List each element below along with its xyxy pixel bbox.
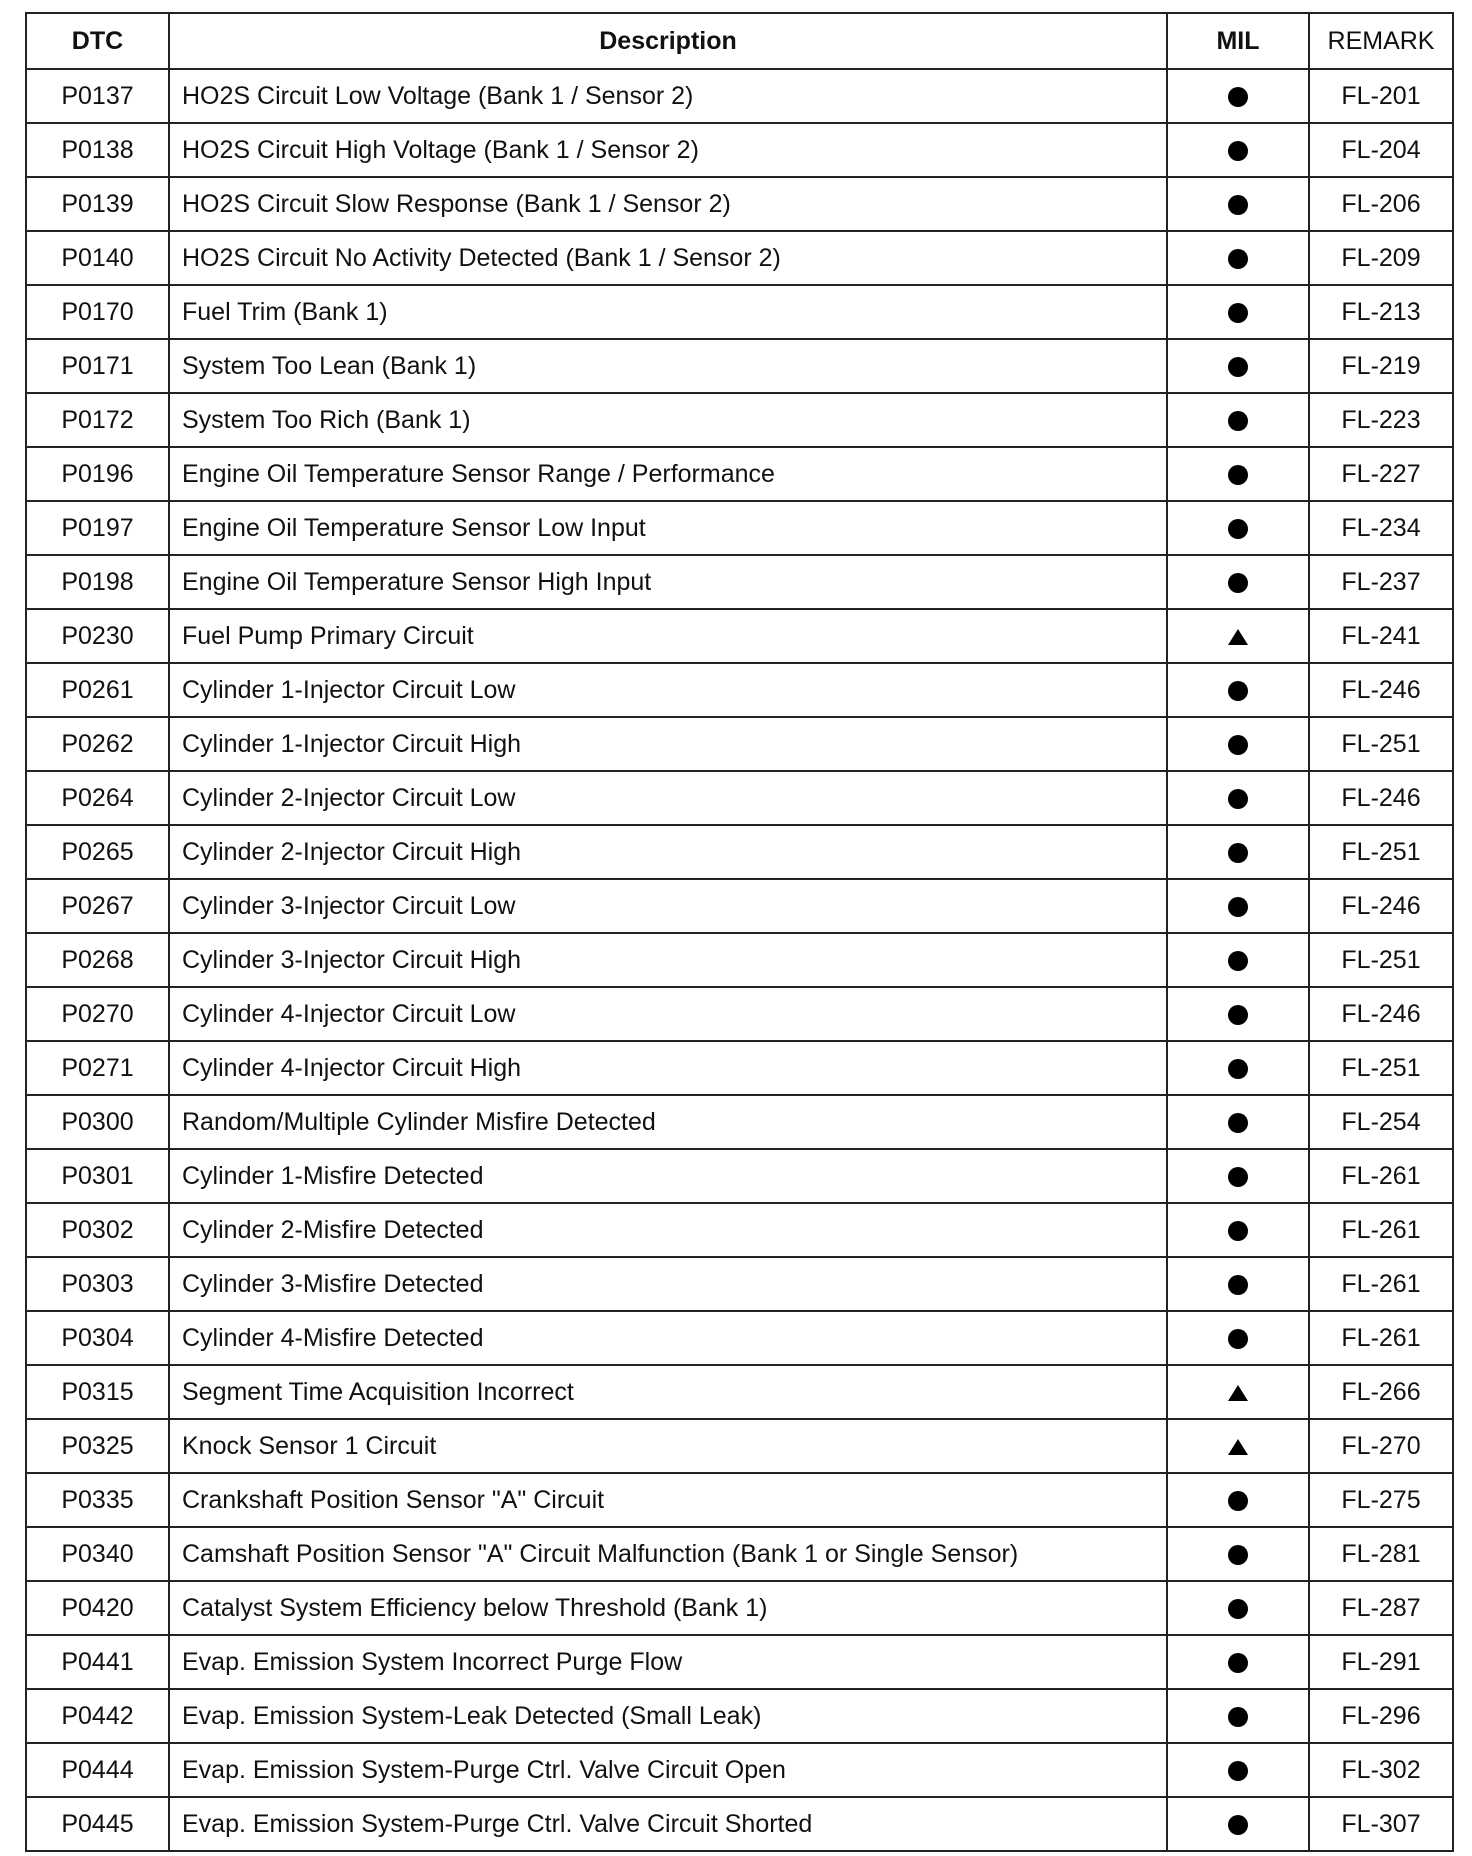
dtc-code: P0265 bbox=[26, 825, 169, 879]
mil-cell bbox=[1167, 1041, 1309, 1095]
mil-cell bbox=[1167, 1149, 1309, 1203]
remark: FL-251 bbox=[1309, 1041, 1453, 1095]
table-row bbox=[26, 663, 1453, 717]
filled-circle-icon bbox=[1228, 1005, 1248, 1025]
mil-cell bbox=[1167, 69, 1309, 123]
remark: FL-201 bbox=[1309, 69, 1453, 123]
dtc-code: P0444 bbox=[26, 1743, 169, 1797]
description: Cylinder 1-Injector Circuit High bbox=[169, 717, 1167, 771]
description: HO2S Circuit No Activity Detected (Bank 1 / Sensor 2) bbox=[169, 231, 1167, 285]
header-mil: MIL bbox=[1167, 13, 1309, 69]
description: Crankshaft Position Sensor "A" Circuit bbox=[169, 1473, 1167, 1527]
mil-cell bbox=[1167, 1257, 1309, 1311]
filled-circle-icon bbox=[1228, 1545, 1248, 1565]
remark: FL-246 bbox=[1309, 771, 1453, 825]
table-row bbox=[26, 987, 1453, 1041]
mil-cell bbox=[1167, 717, 1309, 771]
remark: FL-223 bbox=[1309, 393, 1453, 447]
mil-cell bbox=[1167, 1311, 1309, 1365]
table-row bbox=[26, 123, 1453, 177]
remark: FL-270 bbox=[1309, 1419, 1453, 1473]
remark: FL-281 bbox=[1309, 1527, 1453, 1581]
filled-circle-icon bbox=[1228, 141, 1248, 161]
mil-cell bbox=[1167, 339, 1309, 393]
description: System Too Lean (Bank 1) bbox=[169, 339, 1167, 393]
table-row bbox=[26, 771, 1453, 825]
table-row bbox=[26, 447, 1453, 501]
dtc-code: P0270 bbox=[26, 987, 169, 1041]
dtc-code: P0445 bbox=[26, 1797, 169, 1851]
description: Cylinder 1-Injector Circuit Low bbox=[169, 663, 1167, 717]
filled-circle-icon bbox=[1228, 519, 1248, 539]
mil-cell bbox=[1167, 177, 1309, 231]
filled-circle-icon bbox=[1228, 465, 1248, 485]
mil-cell bbox=[1167, 1095, 1309, 1149]
description: Camshaft Position Sensor "A" Circuit Malfunction (Bank 1 or Single Sensor) bbox=[169, 1527, 1167, 1581]
description: Cylinder 2-Injector Circuit Low bbox=[169, 771, 1167, 825]
remark: FL-246 bbox=[1309, 879, 1453, 933]
dtc-code: P0196 bbox=[26, 447, 169, 501]
dtc-code: P0441 bbox=[26, 1635, 169, 1689]
mil-cell bbox=[1167, 933, 1309, 987]
remark: FL-261 bbox=[1309, 1311, 1453, 1365]
mil-cell bbox=[1167, 987, 1309, 1041]
mil-cell bbox=[1167, 825, 1309, 879]
remark: FL-234 bbox=[1309, 501, 1453, 555]
remark: FL-227 bbox=[1309, 447, 1453, 501]
dtc-code: P0140 bbox=[26, 231, 169, 285]
mil-cell bbox=[1167, 231, 1309, 285]
description: Cylinder 2-Injector Circuit High bbox=[169, 825, 1167, 879]
table-row bbox=[26, 285, 1453, 339]
table-row bbox=[26, 1203, 1453, 1257]
filled-circle-icon bbox=[1228, 1113, 1248, 1133]
mil-cell bbox=[1167, 771, 1309, 825]
dtc-code: P0303 bbox=[26, 1257, 169, 1311]
triangle-icon bbox=[1228, 629, 1248, 645]
dtc-code: P0325 bbox=[26, 1419, 169, 1473]
remark: FL-291 bbox=[1309, 1635, 1453, 1689]
remark: FL-246 bbox=[1309, 987, 1453, 1041]
filled-circle-icon bbox=[1228, 1815, 1248, 1835]
table-row bbox=[26, 555, 1453, 609]
table-row bbox=[26, 1257, 1453, 1311]
description: Engine Oil Temperature Sensor Low Input bbox=[169, 501, 1167, 555]
description: HO2S Circuit Low Voltage (Bank 1 / Sensor 2) bbox=[169, 69, 1167, 123]
header-dtc: DTC bbox=[26, 13, 169, 69]
mil-cell bbox=[1167, 609, 1309, 663]
filled-circle-icon bbox=[1228, 1059, 1248, 1079]
filled-circle-icon bbox=[1228, 735, 1248, 755]
remark: FL-261 bbox=[1309, 1149, 1453, 1203]
remark: FL-254 bbox=[1309, 1095, 1453, 1149]
table-row bbox=[26, 609, 1453, 663]
description: Segment Time Acquisition Incorrect bbox=[169, 1365, 1167, 1419]
description: HO2S Circuit Slow Response (Bank 1 / Sensor 2) bbox=[169, 177, 1167, 231]
header-remark: REMARK bbox=[1309, 13, 1453, 69]
mil-cell bbox=[1167, 1203, 1309, 1257]
description: Cylinder 4-Injector Circuit High bbox=[169, 1041, 1167, 1095]
remark: FL-209 bbox=[1309, 231, 1453, 285]
remark: FL-307 bbox=[1309, 1797, 1453, 1851]
dtc-code: P0340 bbox=[26, 1527, 169, 1581]
mil-cell bbox=[1167, 1527, 1309, 1581]
table-row bbox=[26, 1797, 1453, 1851]
description: Random/Multiple Cylinder Misfire Detected bbox=[169, 1095, 1167, 1149]
table-row bbox=[26, 1527, 1453, 1581]
mil-cell bbox=[1167, 1473, 1309, 1527]
description: Evap. Emission System-Leak Detected (Small Leak) bbox=[169, 1689, 1167, 1743]
dtc-code: P0261 bbox=[26, 663, 169, 717]
remark: FL-287 bbox=[1309, 1581, 1453, 1635]
dtc-table bbox=[25, 12, 1454, 1852]
remark: FL-219 bbox=[1309, 339, 1453, 393]
filled-circle-icon bbox=[1228, 1491, 1248, 1511]
remark: FL-206 bbox=[1309, 177, 1453, 231]
mil-cell bbox=[1167, 501, 1309, 555]
table-row bbox=[26, 231, 1453, 285]
filled-circle-icon bbox=[1228, 1761, 1248, 1781]
remark: FL-251 bbox=[1309, 933, 1453, 987]
description: Fuel Pump Primary Circuit bbox=[169, 609, 1167, 663]
mil-cell bbox=[1167, 879, 1309, 933]
table-row bbox=[26, 1581, 1453, 1635]
filled-circle-icon bbox=[1228, 195, 1248, 215]
remark: FL-246 bbox=[1309, 663, 1453, 717]
description: Evap. Emission System-Purge Ctrl. Valve Circuit Open bbox=[169, 1743, 1167, 1797]
dtc-code: P0171 bbox=[26, 339, 169, 393]
mil-cell bbox=[1167, 1635, 1309, 1689]
table-row bbox=[26, 1635, 1453, 1689]
filled-circle-icon bbox=[1228, 897, 1248, 917]
table-row bbox=[26, 1689, 1453, 1743]
mil-cell bbox=[1167, 393, 1309, 447]
dtc-code: P0304 bbox=[26, 1311, 169, 1365]
description: Cylinder 1-Misfire Detected bbox=[169, 1149, 1167, 1203]
description: Evap. Emission System Incorrect Purge Flow bbox=[169, 1635, 1167, 1689]
remark: FL-251 bbox=[1309, 825, 1453, 879]
dtc-code: P0262 bbox=[26, 717, 169, 771]
mil-cell bbox=[1167, 1365, 1309, 1419]
dtc-code: P0172 bbox=[26, 393, 169, 447]
table-row bbox=[26, 393, 1453, 447]
description: Engine Oil Temperature Sensor High Input bbox=[169, 555, 1167, 609]
dtc-code: P0267 bbox=[26, 879, 169, 933]
filled-circle-icon bbox=[1228, 1329, 1248, 1349]
filled-circle-icon bbox=[1228, 411, 1248, 431]
description: Knock Sensor 1 Circuit bbox=[169, 1419, 1167, 1473]
description: Cylinder 3-Injector Circuit High bbox=[169, 933, 1167, 987]
dtc-code: P0302 bbox=[26, 1203, 169, 1257]
filled-circle-icon bbox=[1228, 87, 1248, 107]
remark: FL-213 bbox=[1309, 285, 1453, 339]
table-row bbox=[26, 1365, 1453, 1419]
table-row bbox=[26, 933, 1453, 987]
triangle-icon bbox=[1228, 1385, 1248, 1401]
description: Cylinder 4-Injector Circuit Low bbox=[169, 987, 1167, 1041]
remark: FL-302 bbox=[1309, 1743, 1453, 1797]
table-row bbox=[26, 825, 1453, 879]
remark: FL-241 bbox=[1309, 609, 1453, 663]
filled-circle-icon bbox=[1228, 1599, 1248, 1619]
remark: FL-251 bbox=[1309, 717, 1453, 771]
description: Cylinder 4-Misfire Detected bbox=[169, 1311, 1167, 1365]
description: Catalyst System Efficiency below Threshold (Bank 1) bbox=[169, 1581, 1167, 1635]
mil-cell bbox=[1167, 1581, 1309, 1635]
remark: FL-237 bbox=[1309, 555, 1453, 609]
description: HO2S Circuit High Voltage (Bank 1 / Sensor 2) bbox=[169, 123, 1167, 177]
dtc-code: P0271 bbox=[26, 1041, 169, 1095]
mil-cell bbox=[1167, 1797, 1309, 1851]
filled-circle-icon bbox=[1228, 1167, 1248, 1187]
table-row bbox=[26, 69, 1453, 123]
filled-circle-icon bbox=[1228, 1707, 1248, 1727]
mil-cell bbox=[1167, 1419, 1309, 1473]
description: Cylinder 3-Injector Circuit Low bbox=[169, 879, 1167, 933]
dtc-code: P0197 bbox=[26, 501, 169, 555]
table-row bbox=[26, 501, 1453, 555]
description: Fuel Trim (Bank 1) bbox=[169, 285, 1167, 339]
remark: FL-261 bbox=[1309, 1257, 1453, 1311]
mil-cell bbox=[1167, 1689, 1309, 1743]
mil-cell bbox=[1167, 285, 1309, 339]
mil-cell bbox=[1167, 555, 1309, 609]
filled-circle-icon bbox=[1228, 357, 1248, 377]
filled-circle-icon bbox=[1228, 951, 1248, 971]
description: Cylinder 3-Misfire Detected bbox=[169, 1257, 1167, 1311]
dtc-code: P0300 bbox=[26, 1095, 169, 1149]
mil-cell bbox=[1167, 663, 1309, 717]
remark: FL-275 bbox=[1309, 1473, 1453, 1527]
header-row bbox=[26, 13, 1453, 69]
filled-circle-icon bbox=[1228, 303, 1248, 323]
table-row bbox=[26, 339, 1453, 393]
dtc-code: P0230 bbox=[26, 609, 169, 663]
filled-circle-icon bbox=[1228, 249, 1248, 269]
filled-circle-icon bbox=[1228, 573, 1248, 593]
table-row bbox=[26, 1095, 1453, 1149]
dtc-code: P0315 bbox=[26, 1365, 169, 1419]
triangle-icon bbox=[1228, 1439, 1248, 1455]
dtc-code: P0264 bbox=[26, 771, 169, 825]
dtc-code: P0139 bbox=[26, 177, 169, 231]
remark: FL-261 bbox=[1309, 1203, 1453, 1257]
filled-circle-icon bbox=[1228, 1221, 1248, 1241]
description: System Too Rich (Bank 1) bbox=[169, 393, 1167, 447]
dtc-code: P0335 bbox=[26, 1473, 169, 1527]
dtc-code: P0138 bbox=[26, 123, 169, 177]
remark: FL-204 bbox=[1309, 123, 1453, 177]
remark: FL-266 bbox=[1309, 1365, 1453, 1419]
mil-cell bbox=[1167, 123, 1309, 177]
table-row bbox=[26, 177, 1453, 231]
filled-circle-icon bbox=[1228, 681, 1248, 701]
filled-circle-icon bbox=[1228, 1275, 1248, 1295]
mil-cell bbox=[1167, 447, 1309, 501]
filled-circle-icon bbox=[1228, 789, 1248, 809]
dtc-code: P0268 bbox=[26, 933, 169, 987]
dtc-code: P0198 bbox=[26, 555, 169, 609]
description: Evap. Emission System-Purge Ctrl. Valve Circuit Shorted bbox=[169, 1797, 1167, 1851]
dtc-code: P0420 bbox=[26, 1581, 169, 1635]
dtc-code: P0301 bbox=[26, 1149, 169, 1203]
table-row bbox=[26, 1743, 1453, 1797]
table-row bbox=[26, 1419, 1453, 1473]
table-row bbox=[26, 1149, 1453, 1203]
dtc-code: P0170 bbox=[26, 285, 169, 339]
mil-cell bbox=[1167, 1743, 1309, 1797]
dtc-code: P0442 bbox=[26, 1689, 169, 1743]
description: Engine Oil Temperature Sensor Range / Performance bbox=[169, 447, 1167, 501]
remark: FL-296 bbox=[1309, 1689, 1453, 1743]
dtc-code: P0137 bbox=[26, 69, 169, 123]
table-row bbox=[26, 1311, 1453, 1365]
table-row bbox=[26, 717, 1453, 771]
filled-circle-icon bbox=[1228, 843, 1248, 863]
filled-circle-icon bbox=[1228, 1653, 1248, 1673]
table-row bbox=[26, 1473, 1453, 1527]
table-row bbox=[26, 1041, 1453, 1095]
description: Cylinder 2-Misfire Detected bbox=[169, 1203, 1167, 1257]
table-row bbox=[26, 879, 1453, 933]
header-description: Description bbox=[169, 13, 1167, 69]
